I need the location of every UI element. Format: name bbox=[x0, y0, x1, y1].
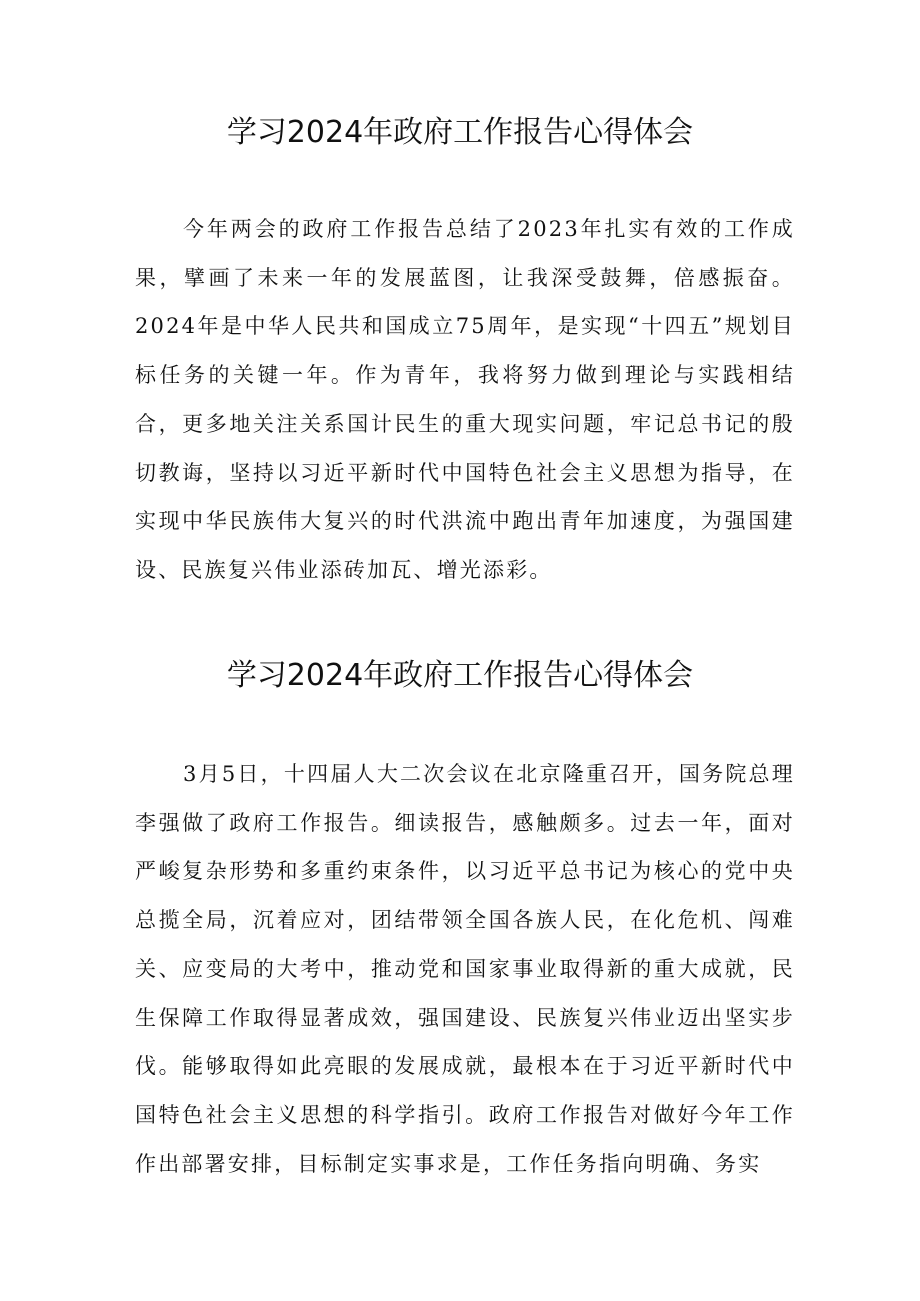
section-2-paragraph: 3月5日，十四届人大二次会议在北京隆重召开，国务院总理李强做了政府工作报告。细读报告，感触颇多。过去一年，面对严峻复杂形势和多重约束条件，以习近平总书记为核心的党中央总揽全局，沉着应对，团结带领全国各族人民，在化危机、闯难关、应变局的大考中，推动党和国家事业取得新的重大成就，民生保障工作取得显著成效，强国建设、民族复兴伟业迈出坚实步伐。能够取得如此亮眼的发展成就，最根本在于习近平新时代中国特色社会主义思想的科学指引。政府工作报告对做好今年工作作出部署安排，目标制定实事求是，工作任务指向明确、务实 bbox=[135, 762, 795, 1176]
section-2-title: 学习2024年政府工作报告心得体会 bbox=[226, 658, 694, 693]
section-1-title: 学习2024年政府工作报告心得体会 bbox=[226, 115, 694, 150]
section-1-paragraph: 今年两会的政府工作报告总结了2023年扎实有效的工作成果，擘画了未来一年的发展蓝图，让我深受鼓舞，倍感振奋。2024年是中华人民共和国成立75周年，是实现“十四五”规划目标任务的关键一年。作为青年，我将努力做到理论与实践相结合，更多地关注关系国计民生的重大现实问题，牢记总书记的殷切教诲，坚持以习近平新时代中国特色社会主义思想为指导，在实现中华民族伟大复兴的时代洪流中跑出青年加速度，为强国建设、民族复兴伟业添砖加瓦、增光添彩。 bbox=[135, 217, 795, 582]
